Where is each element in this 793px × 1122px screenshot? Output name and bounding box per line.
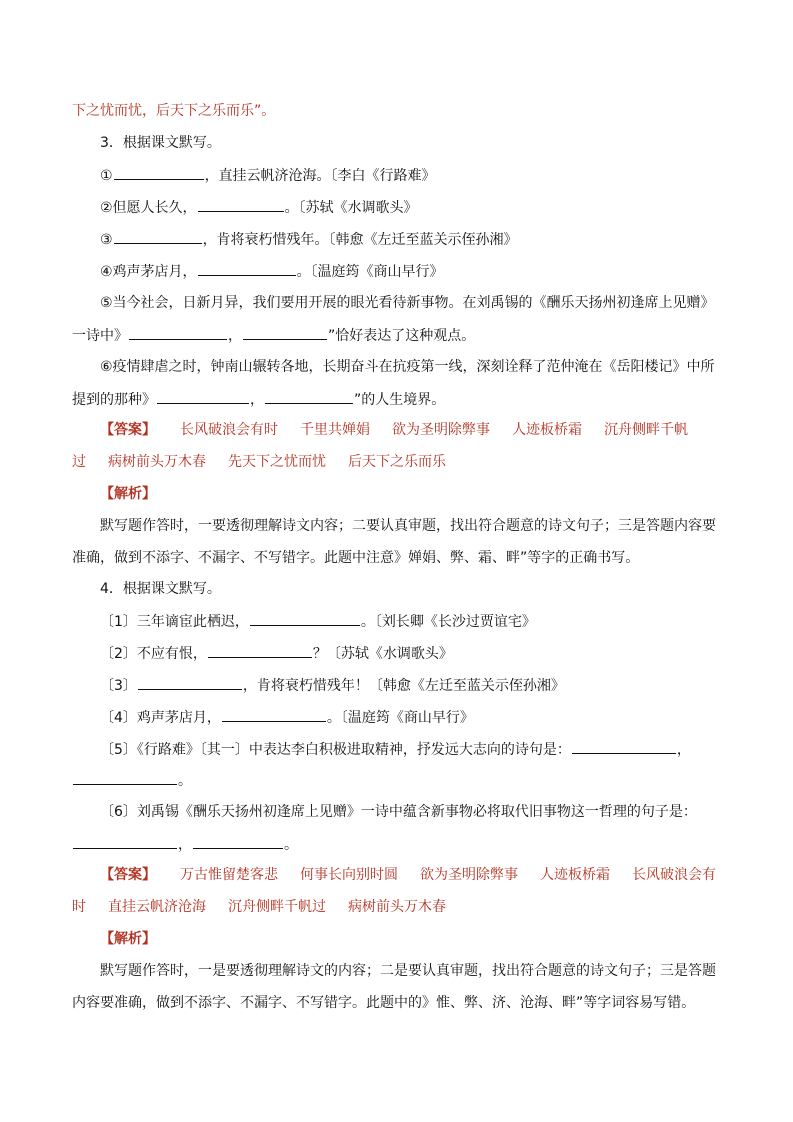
answer-item: 长风破浪会有时 (180, 422, 278, 438)
q3-answer-line-1 (100, 420, 732, 440)
answer-item: 欲为圣明除弊事 (420, 867, 518, 883)
answer-blank (114, 229, 202, 244)
q3-item-5-line-1: ⑤当今社会，日新月异，我们要用开展的眼光看待新事物。在刘禹锡的《酬乐天扬州初逢席上见赠》 (100, 295, 715, 311)
answer-item: 先天下之忧而忧 (228, 454, 326, 470)
q4-stem: 4．根据课文默写。 (100, 581, 221, 597)
answer-blank (73, 834, 177, 849)
q3-item-4-post: 。〔温庭筠《商山早行》 (296, 264, 444, 280)
answer-item: 病树前头万木春 (108, 454, 206, 470)
q3-stem: 3．根据课文默写。 (100, 135, 221, 151)
q4-item-5-post: 。 (178, 773, 192, 789)
q4-item-4 (100, 707, 732, 728)
q4-analysis-label: 【解析】 (100, 931, 156, 947)
q4-item-6-line-1: 〔6〕刘禹锡《酬乐天扬州初逢席上见赠》一诗中蕴含新事物必将取代旧事物这一哲理的句子是： (100, 804, 697, 820)
q4-item-3 (100, 675, 732, 696)
q3-item-6-pre: 提到的那种》 (72, 392, 156, 408)
q4-item-6-sep: ， (178, 837, 192, 853)
answer-label: 【答案】 (100, 422, 156, 438)
answer-blank (193, 834, 283, 849)
prev-answer-tail: 下之忧而忧，后天下之乐而乐”。 (72, 103, 276, 119)
q4-item-6-line-2 (72, 834, 732, 855)
answer-item: 长风破浪会有 (632, 867, 716, 883)
q3-item-4-pre: ④鸡声茅店月， (100, 264, 197, 280)
answer-blank (138, 675, 242, 690)
q3-item-3-pre: ③ (100, 232, 113, 248)
q3-item-2-pre: ②但愿人长久， (100, 200, 197, 216)
answer-item: 直挂云帆济沧海 (108, 899, 206, 915)
q4-item-4-pre: 〔4〕鸡声茅店月， (100, 710, 221, 726)
answer-item: 沉舟侧畔千帆过 (228, 899, 326, 915)
q3-item-1-post: ，直挂云帆济沧海。〔李白《行路难》 (204, 168, 436, 184)
answer-blank (73, 770, 177, 785)
answer-blank (265, 389, 353, 404)
answer-item: 病树前头万木春 (348, 899, 446, 915)
q3-item-4 (100, 261, 732, 282)
answer-blank (208, 643, 312, 658)
answer-blank (572, 739, 676, 754)
q3-item-5-sep: ， (228, 328, 242, 344)
q4-item-3-pre: 〔3〕 (100, 678, 137, 694)
q4-item-5-sep: ， (676, 742, 691, 758)
answer-item: 过 (72, 454, 86, 470)
q4-item-2-pre: 〔2〕不应有恨， (100, 646, 207, 662)
q4-item-3-post: ，肯将衰朽惜残年！〔韩愈《左迁至蓝关示侄孙湘》 (242, 678, 565, 694)
q3-item-3 (100, 229, 732, 250)
q3-analysis-label: 【解析】 (100, 486, 156, 502)
answer-blank (198, 261, 296, 276)
q3-item-6-line-1: ⑥疫情肆虐之时，钟南山辗转各地，长期奋斗在抗疫第一线，深刻诠释了范仲淹在《岳阳楼记》中所 (100, 359, 715, 375)
q3-item-3-post: ，肯将衰朽惜残年。〔韩愈《左迁至蓝关示侄孙湘》 (202, 232, 518, 248)
q4-item-5-line-2 (72, 770, 732, 791)
answer-blank (243, 325, 327, 340)
q4-item-6-post: 。 (284, 837, 298, 853)
q4-item-5-pre: 〔5〕《行路难》〔其一〕中表达李白积极进取精神，抒发远大志向的诗句是： (100, 742, 571, 758)
q3-analysis-line-2: 准确，做到不添字、不漏字、不写错字。此题中注意》婵娟、弊、霜、畔”等字的正确书写。 (72, 550, 640, 566)
answer-blank (250, 611, 360, 626)
answer-item: 欲为圣明除弊事 (392, 422, 490, 438)
answer-blank (198, 197, 284, 212)
q4-item-1-post: 。〔刘长卿《长沙过贾谊宅》 (360, 614, 536, 630)
answer-item: 沉舟侧畔千帆 (604, 422, 688, 438)
answer-item: 何事长向别时圆 (300, 867, 398, 883)
q3-item-6-line-2 (72, 389, 732, 410)
q4-item-1 (100, 611, 732, 632)
answer-item: 万古惟留楚客悲 (180, 867, 278, 883)
q3-item-6-sep: ， (250, 392, 264, 408)
q3-analysis-line-1: 默写题作答时，一要透彻理解诗文内容；二要认真审题，找出符合题意的诗文句子；三是答题内容要 (100, 518, 716, 534)
q3-item-1-pre: ① (100, 168, 113, 184)
answer-blank (157, 389, 249, 404)
q4-analysis-line-1: 默写题作答时，一是要透彻理解诗文的内容；二是要认真审题，找出符合题意的诗文句子；三是答题 (100, 963, 716, 979)
q3-item-1 (100, 165, 732, 186)
q3-answer-line-2 (72, 452, 732, 472)
answer-blank (222, 707, 326, 722)
answer-blank (129, 325, 227, 340)
q3-item-2 (100, 197, 732, 218)
q4-item-4-post: 。〔温庭筠《商山早行》 (326, 710, 474, 726)
answer-item: 时 (72, 899, 86, 915)
q4-item-2 (100, 643, 732, 664)
q4-item-1-pre: 〔1〕三年谪宦此栖迟， (100, 614, 249, 630)
answer-label: 【答案】 (100, 867, 156, 883)
q4-answer-line-1 (100, 865, 732, 885)
q4-item-2-post: ？〔苏轼《水调歌头》 (312, 646, 453, 662)
q3-item-5-post: ”恰好表达了这种观点。 (328, 328, 476, 344)
answer-item: 人迹板桥霜 (512, 422, 582, 438)
answer-blank (114, 165, 204, 180)
q3-item-5-pre: 一诗中》 (72, 328, 128, 344)
q4-analysis-line-2: 内容要准确，做到不添字、不漏字、不写错字。此题中的》惟、弊、济、沧海、畔”等字词容易写错。 (72, 995, 696, 1011)
q3-item-6-post: ”的人生境界。 (354, 392, 446, 408)
q3-item-5-line-2 (72, 325, 732, 346)
answer-item: 后天下之乐而乐 (348, 454, 446, 470)
q4-item-5-line-1 (100, 739, 732, 760)
answer-item: 人迹板桥霜 (540, 867, 610, 883)
answer-item: 千里共婵娟 (300, 422, 370, 438)
q4-answer-line-2 (72, 897, 732, 917)
q3-item-2-post: 。〔苏轼《水调歌头》 (284, 200, 418, 216)
